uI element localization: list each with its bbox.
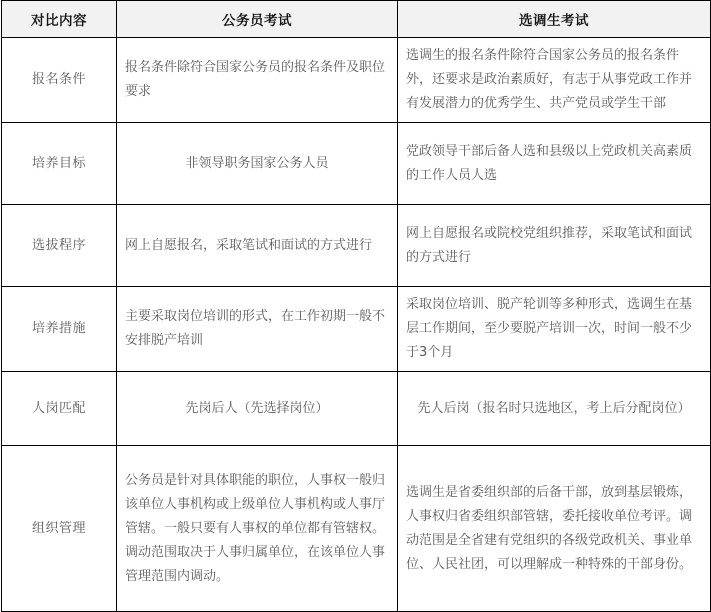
row-label-training-measures: 培养措施 <box>2 287 117 372</box>
row-label-selection-procedure: 选拔程序 <box>2 205 117 287</box>
cell-selected-graduate-organizational-management: 选调生是省委组织部的后备干部，放到基层锻炼，人事权归省委组织部管辖，委托接收单位考评。调动范围是全省建有党组织的各级党政机关、事业单位、人民社团，可以理解成一种特殊的干部身份。 <box>398 446 711 612</box>
cell-civil-servant-selection-procedure: 网上自愿报名，采取笔试和面试的方式进行 <box>117 205 398 287</box>
cell-civil-servant-person-post-matching: 先岗后人（先选择岗位） <box>117 372 398 446</box>
column-header-category: 对比内容 <box>2 1 117 38</box>
column-header-civil-servant-exam: 公务员考试 <box>117 1 398 38</box>
cell-selected-graduate-person-post-matching: 先人后岗（报名时只选地区，考上后分配岗位） <box>398 372 711 446</box>
cell-civil-servant-training-objective: 非领导职务国家公务人员 <box>117 123 398 205</box>
table-row <box>2 38 711 123</box>
header-row <box>2 1 711 38</box>
row-label-application-requirements: 报名条件 <box>2 38 117 123</box>
row-label-organizational-management: 组织管理 <box>2 446 117 612</box>
column-header-selected-graduate-exam: 选调生考试 <box>398 1 711 38</box>
row-label-training-objective: 培养目标 <box>2 123 117 205</box>
cell-selected-graduate-selection-procedure: 网上自愿报名或院校党组织推荐，采取笔试和面试的方式进行 <box>398 205 711 287</box>
cell-civil-servant-application-requirements: 报名条件除符合国家公务员的报名条件及职位要求 <box>117 38 398 123</box>
table-row <box>2 372 711 446</box>
comparison-table <box>1 0 711 612</box>
table-row <box>2 123 711 205</box>
table-body <box>2 38 711 612</box>
table-row <box>2 287 711 372</box>
cell-selected-graduate-training-objective: 党政领导干部后备人选和县级以上党政机关高素质的工作人员人选 <box>398 123 711 205</box>
table-row <box>2 446 711 612</box>
table-row <box>2 205 711 287</box>
cell-civil-servant-training-measures: 主要采取岗位培训的形式，在工作初期一般不安排脱产培训 <box>117 287 398 372</box>
row-label-person-post-matching: 人岗匹配 <box>2 372 117 446</box>
table-header <box>2 1 711 38</box>
cell-selected-graduate-training-measures: 采取岗位培训、脱产轮训等多种形式，选调生在基层工作期间，至少要脱产培训一次，时间一般不少于3个月 <box>398 287 711 372</box>
cell-civil-servant-organizational-management: 公务员是针对具体职能的职位，人事权一般归该单位人事机构或上级单位人事机构或人事厅管辖。一般只要有人事权的单位都有管辖权。调动范围取决于人事归属单位，在该单位人事管理范围内调动。 <box>117 446 398 612</box>
cell-selected-graduate-application-requirements: 选调生的报名条件除符合国家公务员的报名条件外，还要求是政治素质好，有志于从事党政工作并有发展潜力的优秀学生、共产党员或学生干部 <box>398 38 711 123</box>
